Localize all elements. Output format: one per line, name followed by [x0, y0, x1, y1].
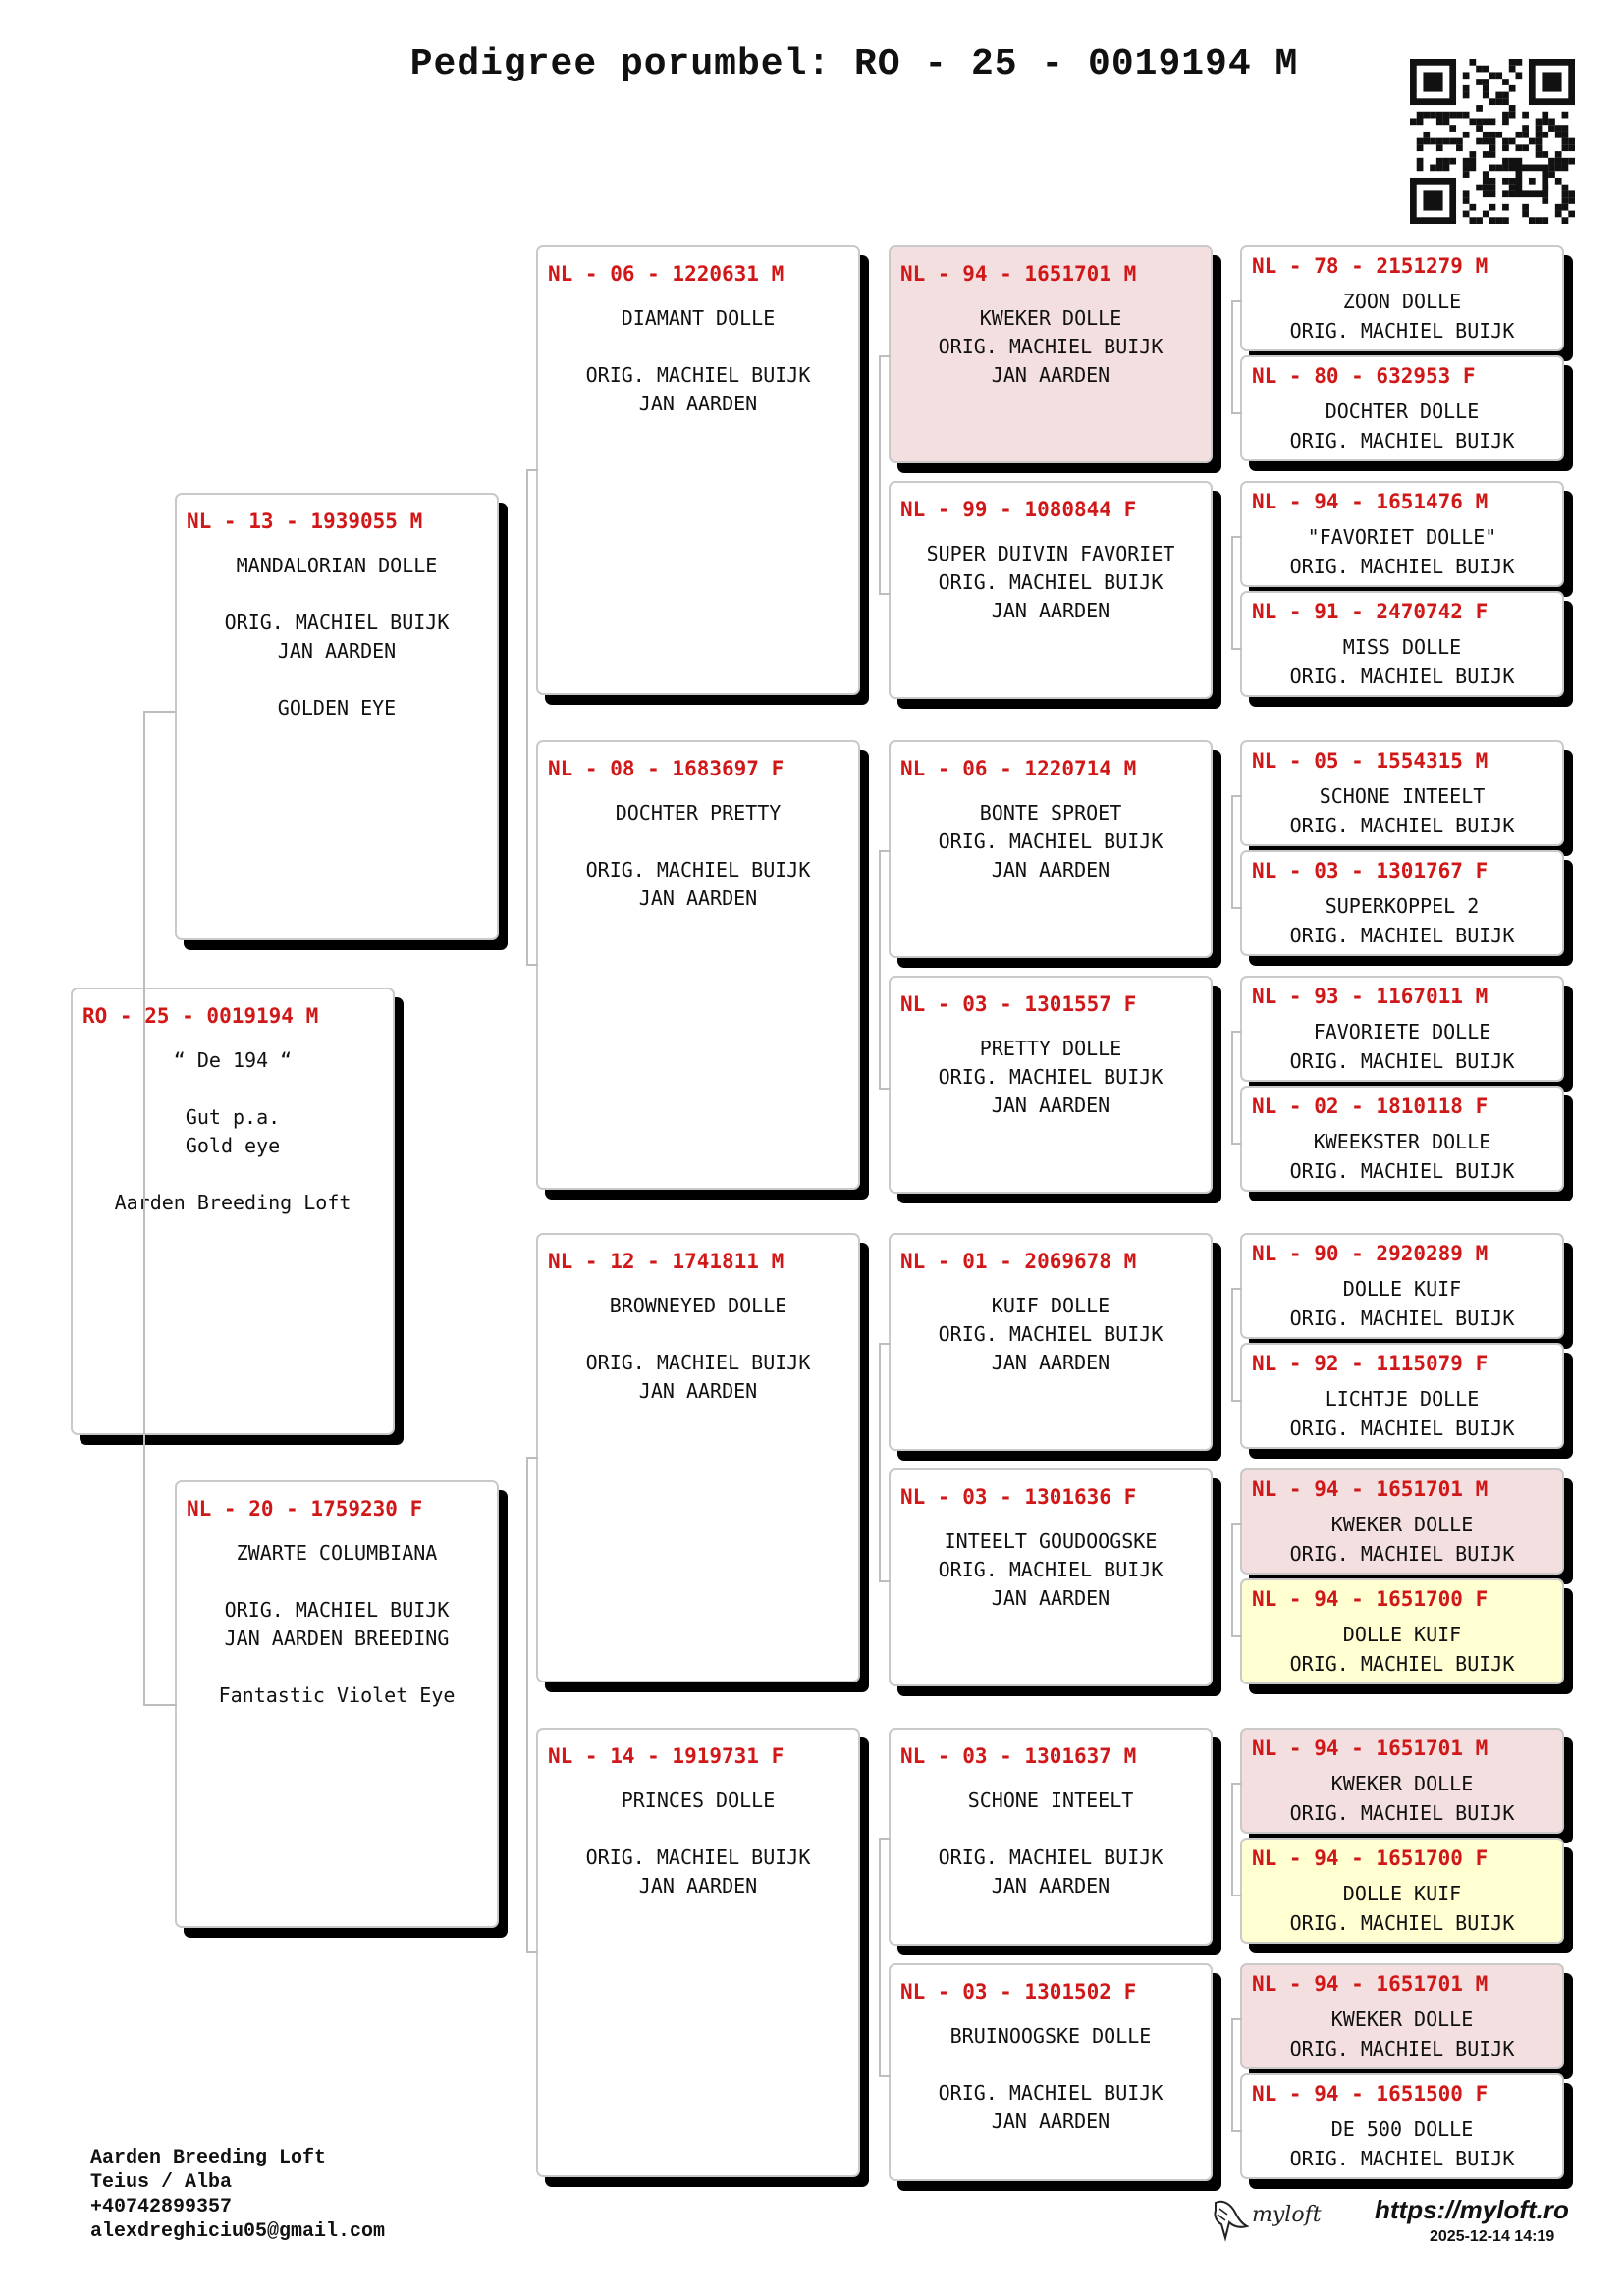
great-great-grandparent-card: [1240, 740, 1564, 846]
pigeon-info-line: [177, 1653, 497, 1682]
great-grandparent-card: [889, 1728, 1213, 1946]
tree-connector: [1231, 1523, 1242, 1637]
brand-logo-text: myloft: [1252, 2203, 1322, 2227]
pigeon-info-line: Aarden Breeding Loft: [114, 1191, 352, 1214]
pigeon-info-line: [538, 828, 858, 856]
pigeon-info-line: JAN AARDEN: [991, 1094, 1110, 1117]
grandparent-card: [536, 740, 860, 1190]
pigeon-info-line: SUPERKOPPEL 2: [1325, 894, 1480, 918]
ring-number: NL - 03 - 1301636 F: [900, 1485, 1137, 1509]
pigeon-info-line: ORIG. MACHIEL BUIJK: [1289, 319, 1515, 343]
pigeon-info-line: [538, 1815, 858, 1843]
pigeon-info-line: JAN AARDEN: [991, 363, 1110, 387]
tree-connector: [1231, 1783, 1242, 1896]
pigeon-info-line: DOLLE KUIF: [1342, 1277, 1462, 1301]
tree-connector: [879, 1838, 891, 2077]
pigeon-info-line: DE 500 DOLLE: [1330, 2117, 1474, 2141]
great-great-grandparent-card: [1240, 1343, 1564, 1449]
pigeon-info-line: ORIG. MACHIEL BUIJK: [1289, 1652, 1515, 1676]
ring-number: NL - 06 - 1220631 M: [548, 262, 785, 286]
pigeon-info-line: [891, 2051, 1211, 2079]
pigeon-info-line: Fantastic Violet Eye: [218, 1683, 456, 1707]
pigeon-info-line: PRETTY DOLLE: [979, 1037, 1122, 1060]
ring-number: NL - 12 - 1741811 M: [548, 1250, 785, 1273]
pigeon-info-line: ORIG. MACHIEL BUIJK: [1289, 1416, 1515, 1440]
pigeon-info-line: SCHONE INTEELT: [1319, 784, 1486, 808]
ring-number: NL - 03 - 1301502 F: [900, 1980, 1137, 2003]
great-grandparent-card: [889, 481, 1213, 699]
ring-number: NL - 94 - 1651476 M: [1252, 490, 1489, 513]
ring-number: NL - 03 - 1301557 F: [900, 992, 1137, 1016]
pigeon-info-line: JAN AARDEN: [638, 886, 758, 910]
pigeon-info-line: FAVORIETE DOLLE: [1313, 1020, 1491, 1043]
pigeon-info-line: KWEKER DOLLE: [1330, 2007, 1474, 2031]
loft-name: Aarden Breeding Loft: [90, 2147, 327, 2169]
pigeon-info-line: JAN AARDEN: [638, 392, 758, 415]
great-grandparent-card: [889, 1963, 1213, 2181]
pigeon-logo-icon: [1210, 2195, 1249, 2244]
tree-connector: [1231, 536, 1242, 650]
pigeon-info-line: DOCHTER DOLLE: [1325, 400, 1480, 423]
great-great-grandparent-card: [1240, 355, 1564, 461]
tree-connector: [1231, 300, 1242, 414]
great-great-grandparent-card: [1240, 591, 1564, 697]
pigeon-info-line: JAN AARDEN: [638, 1874, 758, 1897]
ring-number: NL - 94 - 1651500 F: [1252, 2082, 1489, 2106]
subject-pigeon-card: [71, 988, 395, 1435]
great-grandparent-card: [889, 1468, 1213, 1686]
ring-number: NL - 99 - 1080844 F: [900, 498, 1137, 521]
pigeon-info-line: ORIG. MACHIEL BUIJK: [1289, 924, 1515, 947]
tree-connector: [1231, 2018, 1242, 2132]
tree-connector: [526, 1457, 538, 1953]
pigeon-info-line: MANDALORIAN DOLLE: [236, 554, 438, 577]
pigeon-info-line: ORIG. MACHIEL BUIJK: [1289, 1542, 1515, 1566]
pigeon-info-line: ORIG. MACHIEL BUIJK: [938, 1558, 1164, 1581]
parent-card: [175, 493, 499, 940]
site-url-link[interactable]: https://myloft.ro: [1375, 2195, 1569, 2224]
loft-email[interactable]: alexdreghiciu05@gmail.com: [90, 2220, 386, 2243]
tree-connector: [1231, 795, 1242, 909]
great-grandparent-card: [889, 1233, 1213, 1451]
pigeon-info-line: JAN AARDEN: [991, 1874, 1110, 1897]
ring-number: NL - 05 - 1554315 M: [1252, 749, 1489, 773]
pigeon-info-line: KUIF DOLLE: [991, 1294, 1110, 1317]
pigeon-info-line: LICHTJE DOLLE: [1325, 1387, 1480, 1411]
ring-number: NL - 01 - 2069678 M: [900, 1250, 1137, 1273]
tree-connector: [879, 1343, 891, 1582]
pigeon-info-line: ZOON DOLLE: [1342, 290, 1462, 313]
pigeon-info-line: BONTE SPROET: [979, 801, 1122, 825]
pigeon-info-line: JAN AARDEN: [277, 639, 397, 663]
pigeon-info-line: ORIG. MACHIEL BUIJK: [585, 858, 811, 881]
pigeon-info-line: ORIG. MACHIEL BUIJK: [585, 1845, 811, 1869]
pigeon-info-line: KWEEKSTER DOLLE: [1313, 1130, 1491, 1153]
pigeon-info-line: JAN AARDEN: [638, 1379, 758, 1403]
ring-number: NL - 78 - 2151279 M: [1252, 254, 1489, 278]
pigeon-info-line: ORIG. MACHIEL BUIJK: [938, 1845, 1164, 1869]
pigeon-info-line: Gold eye: [185, 1134, 281, 1157]
great-great-grandparent-card: [1240, 1578, 1564, 1684]
great-great-grandparent-card: [1240, 850, 1564, 956]
great-great-grandparent-card: [1240, 2073, 1564, 2179]
pigeon-info-line: SCHONE INTEELT: [967, 1789, 1134, 1812]
pigeon-info-line: ORIG. MACHIEL BUIJK: [1289, 2037, 1515, 2060]
pigeon-info-line: ORIG. MACHIEL BUIJK: [1289, 814, 1515, 837]
pigeon-info-line: ZWARTE COLUMBIANA: [236, 1541, 438, 1565]
great-great-grandparent-card: [1240, 1086, 1564, 1192]
ring-number: NL - 94 - 1651701 M: [1252, 1736, 1489, 1760]
pigeon-info-line: Gut p.a.: [185, 1105, 281, 1129]
pigeon-info-line: JAN AARDEN: [991, 1586, 1110, 1610]
great-great-grandparent-card: [1240, 481, 1564, 587]
tree-connector: [526, 469, 538, 966]
parent-card: [175, 1480, 499, 1928]
tree-connector: [879, 850, 891, 1090]
pigeon-info-line: ORIG. MACHIEL BUIJK: [938, 570, 1164, 594]
loft-location: Teius / Alba: [90, 2171, 233, 2194]
great-great-grandparent-card: [1240, 1728, 1564, 1834]
pigeon-info-line: KWEKER DOLLE: [1330, 1513, 1474, 1536]
pigeon-info-line: ORIG. MACHIEL BUIJK: [1289, 665, 1515, 688]
pigeon-info-line: ORIG. MACHIEL BUIJK: [1289, 2147, 1515, 2170]
great-grandparent-card: [889, 245, 1213, 463]
pigeon-info-line: ORIG. MACHIEL BUIJK: [938, 335, 1164, 358]
ring-number: NL - 06 - 1220714 M: [900, 757, 1137, 780]
ring-number: NL - 94 - 1651700 F: [1252, 1846, 1489, 1870]
ring-number: NL - 03 - 1301637 M: [900, 1744, 1137, 1768]
pigeon-info-line: [177, 1568, 497, 1596]
pigeon-info-line: "FAVORIET DOLLE": [1307, 525, 1497, 549]
pigeon-info-line: JAN AARDEN: [991, 599, 1110, 622]
great-great-grandparent-card: [1240, 245, 1564, 351]
great-great-grandparent-card: [1240, 1468, 1564, 1575]
tree-connector: [1231, 1031, 1242, 1145]
pigeon-info-line: ORIG. MACHIEL BUIJK: [938, 829, 1164, 853]
pigeon-info-line: JAN AARDEN: [991, 1351, 1110, 1374]
ring-number: NL - 94 - 1651700 F: [1252, 1587, 1489, 1611]
great-grandparent-card: [889, 976, 1213, 1194]
ring-number: NL - 90 - 2920289 M: [1252, 1242, 1489, 1265]
ring-number: NL - 94 - 1651701 M: [1252, 1477, 1489, 1501]
pigeon-info-line: ORIG. MACHIEL BUIJK: [1289, 1159, 1515, 1183]
pigeon-info-line: DOLLE KUIF: [1342, 1882, 1462, 1905]
pigeon-info-line: GOLDEN EYE: [277, 696, 397, 720]
pigeon-info-line: KWEKER DOLLE: [979, 306, 1122, 330]
ring-number: NL - 03 - 1301767 F: [1252, 859, 1489, 882]
great-great-grandparent-card: [1240, 1233, 1564, 1339]
pigeon-info-line: JAN AARDEN: [991, 2109, 1110, 2133]
ring-number: NL - 02 - 1810118 F: [1252, 1095, 1489, 1118]
pigeon-info-line: ORIG. MACHIEL BUIJK: [224, 1598, 450, 1622]
grandparent-card: [536, 1233, 860, 1682]
pigeon-info-line: [538, 333, 858, 361]
page-title: Pedigree porumbel: RO - 25 - 0019194 M: [409, 43, 1299, 85]
pigeon-info-line: ORIG. MACHIEL BUIJK: [1289, 1049, 1515, 1073]
pigeon-info-line: ORIG. MACHIEL BUIJK: [1289, 1911, 1515, 1935]
loft-phone[interactable]: +40742899357: [90, 2196, 233, 2218]
pigeon-info-line: ORIG. MACHIEL BUIJK: [224, 611, 450, 634]
great-great-grandparent-card: [1240, 1963, 1564, 2069]
ring-number: NL - 94 - 1651701 M: [900, 262, 1137, 286]
pigeon-info-line: KWEKER DOLLE: [1330, 1772, 1474, 1795]
pigeon-info-line: JAN AARDEN BREEDING: [224, 1627, 450, 1650]
pigeon-info-line: BRUINOOGSKE DOLLE: [949, 2024, 1152, 2048]
pigeon-info-line: SUPER DUIVIN FAVORIET: [926, 542, 1175, 565]
tree-connector: [879, 355, 891, 595]
qr-code-icon: [1410, 59, 1575, 224]
pigeon-info-line: [177, 666, 497, 694]
pigeon-info-line: ORIG. MACHIEL BUIJK: [938, 2081, 1164, 2105]
ring-number: NL - 93 - 1167011 M: [1252, 985, 1489, 1008]
ring-number: NL - 14 - 1919731 F: [548, 1744, 785, 1768]
pigeon-info-line: [73, 1160, 393, 1189]
ring-number: NL - 94 - 1651701 M: [1252, 1972, 1489, 1996]
generated-timestamp: 2025-12-14 14:19: [1430, 2228, 1555, 2245]
pigeon-info-line: ORIG. MACHIEL BUIJK: [1289, 1307, 1515, 1330]
pigeon-info-line: JAN AARDEN: [991, 858, 1110, 881]
pigeon-info-line: DOCHTER PRETTY: [615, 801, 782, 825]
ring-number: NL - 08 - 1683697 F: [548, 757, 785, 780]
pigeon-info-line: ORIG. MACHIEL BUIJK: [1289, 1801, 1515, 1825]
pigeon-info-line: [538, 1320, 858, 1349]
ring-number: NL - 13 - 1939055 M: [187, 509, 423, 533]
breeder-contact: [90, 2146, 385, 2244]
qr-code: [1410, 59, 1575, 224]
pigeon-info-line: ORIG. MACHIEL BUIJK: [585, 363, 811, 387]
grandparent-card: [536, 245, 860, 695]
tree-connector: [143, 711, 177, 1706]
pigeon-info-line: ORIG. MACHIEL BUIJK: [1289, 555, 1515, 578]
pigeon-info-line: ORIG. MACHIEL BUIJK: [938, 1322, 1164, 1346]
pigeon-info-line: [177, 580, 497, 609]
pigeon-info-line: DIAMANT DOLLE: [621, 306, 776, 330]
ring-number: RO - 25 - 0019194 M: [82, 1004, 319, 1028]
pigeon-info-line: ORIG. MACHIEL BUIJK: [938, 1065, 1164, 1089]
pigeon-info-line: ORIG. MACHIEL BUIJK: [585, 1351, 811, 1374]
ring-number: NL - 91 - 2470742 F: [1252, 600, 1489, 623]
great-great-grandparent-card: [1240, 976, 1564, 1082]
grandparent-card: [536, 1728, 860, 2177]
pigeon-info-line: [891, 1815, 1211, 1843]
great-great-grandparent-card: [1240, 1838, 1564, 1944]
ring-number: NL - 80 - 632953 F: [1252, 364, 1476, 388]
pigeon-info-line: “ De 194 “: [173, 1048, 293, 1072]
pigeon-info-line: PRINCES DOLLE: [621, 1789, 776, 1812]
tree-connector: [1231, 1288, 1242, 1402]
great-grandparent-card: [889, 740, 1213, 958]
pigeon-info-line: [73, 1075, 393, 1103]
pigeon-info-line: INTEELT GOUDOOGSKE: [944, 1529, 1158, 1553]
ring-number: NL - 20 - 1759230 F: [187, 1497, 423, 1521]
pigeon-info-line: BROWNEYED DOLLE: [609, 1294, 787, 1317]
pigeon-info-line: MISS DOLLE: [1342, 635, 1462, 659]
pigeon-info-line: ORIG. MACHIEL BUIJK: [1289, 429, 1515, 453]
pigeon-info-line: DOLLE KUIF: [1342, 1623, 1462, 1646]
ring-number: NL - 92 - 1115079 F: [1252, 1352, 1489, 1375]
